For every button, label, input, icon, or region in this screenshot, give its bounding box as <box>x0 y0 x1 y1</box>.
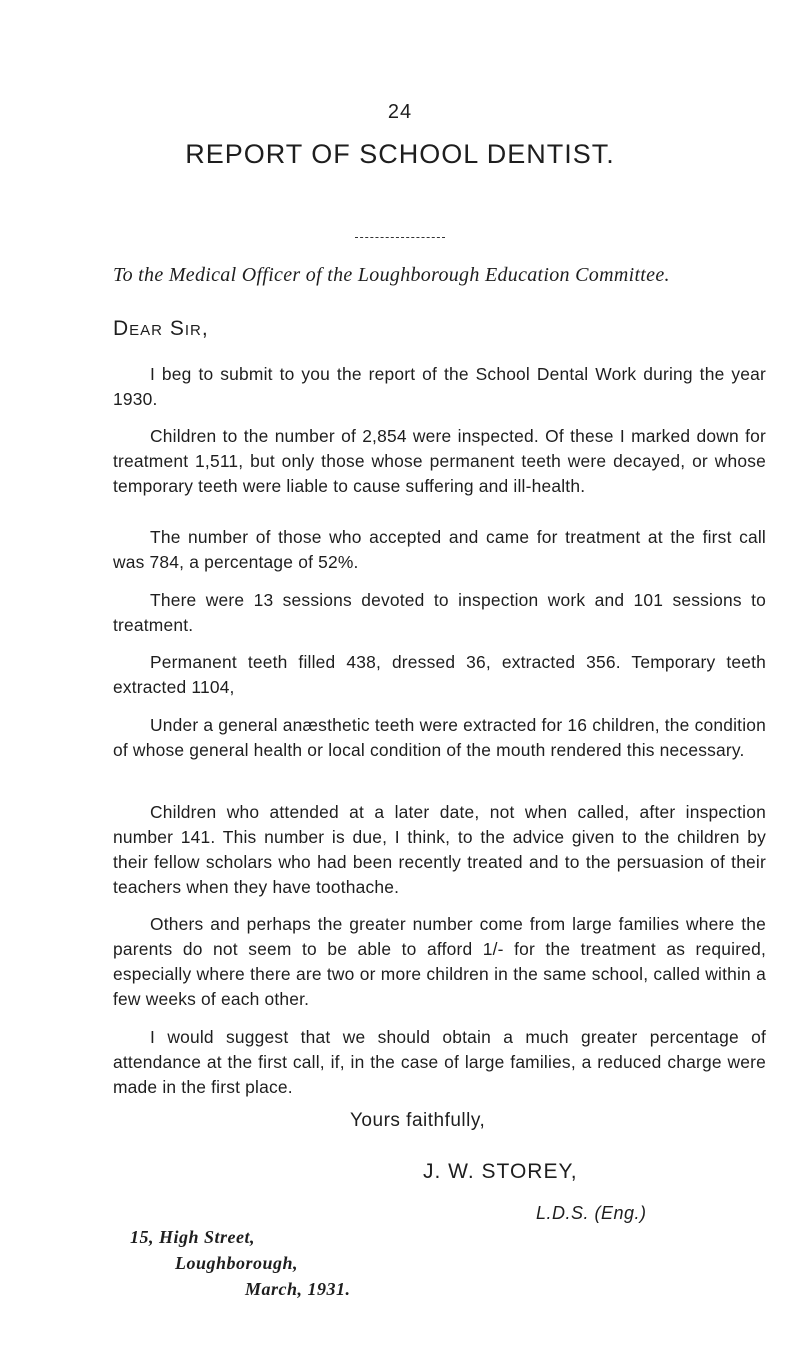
paragraph-text: Permanent teeth filled 438, dressed 36, extracted 356. Temporary teeth extracted 1104, <box>113 652 766 697</box>
paragraph-text: Children to the number of 2,854 were inspected. Of these I marked down for treatment 1,511, but only those whose permanent teeth were decayed, or whose temporary teeth were liable to cause suffering and ill-health. <box>113 426 766 496</box>
paragraph-submission <box>113 362 766 412</box>
closing: Yours faithfully, <box>350 1110 486 1131</box>
report-title: REPORT OF SCHOOL DENTIST. <box>185 139 615 169</box>
paragraph-first-call <box>113 525 766 575</box>
paragraph-text: Under a general anæsthetic teeth were extracted for 16 children, the condition of whose general health or local condition of the mouth rendered this necessary. <box>113 715 766 760</box>
paragraph-large-families <box>113 912 766 1012</box>
addressee-line: To the Medical Officer of the Loughborough Education Committee. <box>113 264 670 286</box>
paragraph-anaesthetic <box>113 713 766 763</box>
salutation: Dear Sir, <box>113 317 209 340</box>
paragraph-text: I beg to submit to you the report of the School Dental Work during the year 1930. <box>113 364 766 409</box>
sender-street: 15, High Street, <box>130 1227 256 1247</box>
paragraph-text: Children who attended at a later date, not when called, after inspection number 141. This number is due, I think, to the advice given to the children by their fellow scholars who had been recently treated and to the persuasion of their teachers when they have toothache. <box>113 802 766 897</box>
paragraph-suggestion <box>113 1025 766 1100</box>
signature-qualification: L.D.S. (Eng.) <box>536 1203 647 1223</box>
paragraph-sessions <box>113 588 766 638</box>
title-divider <box>355 237 445 238</box>
sender-date: March, 1931. <box>245 1279 351 1299</box>
signature-name: J. W. STOREY, <box>423 1160 578 1183</box>
paragraph-text: There were 13 sessions devoted to inspection work and 101 sessions to treatment. <box>113 590 766 635</box>
paragraph-text: I would suggest that we should obtain a much greater percentage of attendance at the first call, if, in the case of large families, a reduced charge were made in the first place. <box>113 1027 766 1097</box>
paragraph-text: Others and perhaps the greater number come from large families where the parents do not seem to be able to afford 1/- for the treatment as required, especially where there are two or more children in the same school, called within a few weeks of each other. <box>113 914 766 1009</box>
paragraph-teeth-treated <box>113 650 766 700</box>
paragraph-inspection <box>113 424 766 499</box>
page-number: 24 <box>387 101 413 123</box>
paragraph-text: The number of those who accepted and came for treatment at the first call was 784, a percentage of 52%. <box>113 527 766 572</box>
paragraph-late-attendance <box>113 800 766 900</box>
sender-town: Loughborough, <box>175 1253 299 1273</box>
